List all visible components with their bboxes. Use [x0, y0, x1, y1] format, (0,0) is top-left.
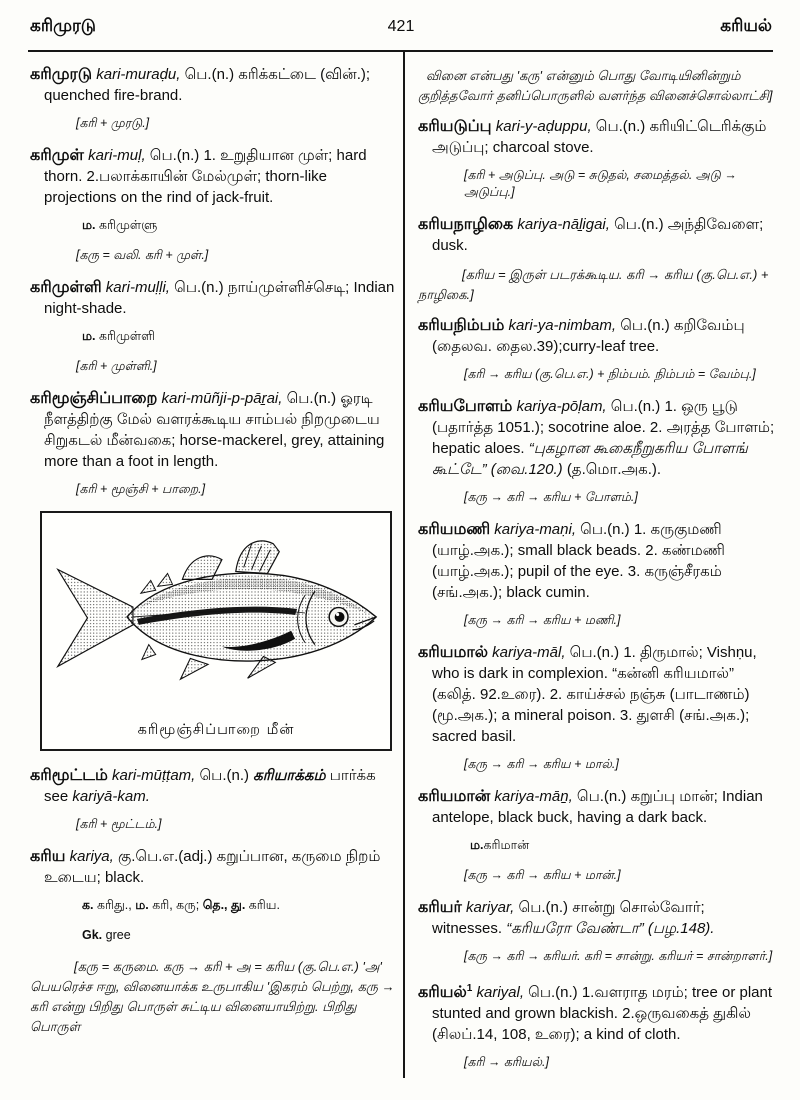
text-run-bd: ம. — [82, 329, 100, 343]
text-run-tr: kari-mūṭṭam, — [107, 767, 200, 784]
cognate-note — [82, 217, 396, 234]
text-run-b: பெ.(n.) சான்று சொல்வோர்; witnesses. — [432, 899, 705, 937]
text-columns — [30, 64, 776, 1084]
text-run-hw: கரியர் — [418, 899, 462, 916]
fish-illustration — [42, 517, 390, 709]
etymology-note: [கரு → கரி → கரியர். கரி = சான்று. கரியர் = சான்றாளர்.] — [464, 949, 773, 963]
text-run-b: பெ.(n.) கரியிட்டெரிக்கும் அடுப்பு; charcoal stove. — [432, 118, 767, 156]
dictionary-entry — [30, 388, 396, 472]
text-run-bd: தெ., து. — [202, 898, 249, 912]
text-run-b: கரிமான் — [483, 838, 530, 852]
text-run-bi: கரியாக்கம் — [253, 767, 326, 784]
dictionary-entry — [30, 64, 396, 106]
dictionary-entry — [30, 846, 396, 888]
etymology-paragraph: [கரு = கருமை. கரு → கரி + அ = கரிய (கு.பெ.எ.) 'அ' பெயரெச்ச ஈறு, வினையாக்க உருபாகிய 'இகரம் பெற்று, கரு → கரி என்று பிறிது பொருள் சுட்டிய வினையாயிற்று. பிறிது பொருள் — [30, 959, 395, 1034]
left-column — [30, 64, 396, 1084]
page-number: 421 — [387, 18, 415, 35]
figure-caption: கரிமூஞ்சிப்பாறை மீன் — [137, 722, 295, 738]
etymology-note: [கரி + மூஞ்சி + பாறை.] — [76, 482, 206, 496]
text-run-b: (த.மொ.அக.). — [566, 461, 662, 478]
text-run-b: gree — [105, 928, 131, 942]
text-run-i: “புகழான கூகைநீறுகரிய போளங் கூட்டே” (வை.120.) — [432, 440, 748, 478]
text-run-i: “கரியரோ வேண்டா” (பழ.148). — [506, 920, 715, 937]
etymology-note: [கரு = வலி. கரி + முள்.] — [76, 248, 209, 262]
text-run-tr: kari-ya-nimbam, — [504, 317, 621, 334]
right-column — [418, 64, 776, 1084]
text-run-b: பெ.(n.) 1. கருகுமணி (யாழ்.அக.); small black beads. 2. கண்மணி (யாழ்.அக.); pupil of the eye. 3. கருஞ்சீரகம் (சங்.அக.); black cumin. — [432, 521, 725, 601]
etymology-note: [கரி + அடுப்பு. அடு = சுடுதல், சமைத்தல். அடு → அடுப்பு.] — [464, 168, 737, 199]
text-run-hw: கரியமணி — [418, 521, 491, 538]
guide-word-left: கரிமுரடு — [30, 16, 96, 35]
dictionary-entry — [418, 978, 776, 1045]
text-run-b: பெ.(n.) ஓரடி நீளத்திற்கு மேல் வளரக்கூடிய சாம்பல் நிறமுடைய சிறுகடல் மீன்வகை; horse-mackerel, grey, attaining more than a foot in length. — [44, 390, 385, 470]
text-run-b: பெ.(n.) 1. ஒரு பூடு (பதார்த்த 1051.); socotrine aloe. 2. அரத்த போளம்; hepatic aloes. — [432, 398, 775, 457]
text-run-tr: kariya, — [65, 848, 118, 865]
text-run-hw: கரியநாழிகை — [418, 216, 514, 233]
text-run-tr: kariya-pōḷam, — [512, 398, 611, 415]
text-run-b: பெ.(n.) கறுப்பு மான்; Indian antelope, black buck, having a dark back. — [432, 788, 763, 826]
text-run-sup: 1 — [466, 983, 473, 994]
text-run-b: பெ.(n.) — [199, 767, 254, 784]
dictionary-entry — [30, 145, 396, 208]
text-run-i: kariyā-kam. — [72, 788, 150, 805]
text-run-tr: kariya-nāḻigai, — [513, 216, 615, 233]
text-run-b: பெ.(n.) 1. திருமால்; Vishṇu, who is dark in complexion. “கன்னி கரியமால்” (கலித். 92.உரை). 2. காய்ச்சல் நஞ்சு (பாடாணம்) (மூ.அக.); a mineral poison. 3. துளசி (சங்.அக.); sacred basil. — [432, 644, 757, 745]
cognate-note — [82, 328, 396, 345]
text-run-b: கரிமுள்ளு — [99, 218, 158, 232]
text-run-b: பெ.(n.) கரிக்கட்டை (வின்.); quenched fire-brand. — [44, 66, 371, 104]
cognate-note — [82, 897, 396, 914]
text-run-tr: kariya-maṇi, — [490, 521, 581, 538]
text-run-hw: கரியமான் — [418, 788, 491, 805]
text-run-tr: kariya-māl, — [487, 644, 570, 661]
text-run-b: பெ.(n.) 1. உறுதியான முள்; hard thorn. 2.பலாக்காயின் மேல்முள்; thorn-like projections on the rind of jack-fruit. — [44, 147, 367, 206]
text-run-hw: கரிமூஞ்சிப்பாறை — [30, 390, 158, 407]
text-run-tr: kari-muḷ, — [83, 147, 150, 164]
dictionary-entry — [418, 396, 776, 480]
etymology-note: [கரு → கரி → கரிய + மால்.] — [464, 757, 619, 771]
text-run-hw: கரியமால் — [418, 644, 488, 661]
dictionary-entry — [418, 786, 776, 828]
text-run-hw: கரிமுள் — [30, 147, 84, 164]
dictionary-entry — [418, 116, 776, 158]
text-run-b: பெ.(n.) 1.வளராத மரம்; tree or plant stunted and grown blackish. 2.ஒருவகைத் துகில் (சிலப்.14, 108, உரை); a kind of cloth. — [432, 984, 773, 1043]
etymology-note: [கரு → கரி → கரிய + போளம்.] — [464, 490, 638, 504]
text-run-b: கரி, கரு; — [152, 898, 203, 912]
fish-figure — [40, 511, 392, 751]
cognate-note — [82, 927, 396, 944]
etymology-note: [கரு → கரி → கரிய + மான்.] — [464, 868, 621, 882]
dictionary-entry — [418, 315, 776, 357]
text-run-hw: கரியல் — [418, 984, 467, 1001]
etymology-note: [கரி → கரிய (கு.பெ.எ.) + நிம்பம். நிம்பம் = வேம்பு.] — [464, 367, 756, 381]
text-run-hw: கரியபோளம் — [418, 398, 513, 415]
text-run-tr: kariya-māṉ, — [490, 788, 577, 805]
dictionary-entry — [30, 765, 396, 807]
text-run-b: பெ.(n.) அந்திவேளை; dusk. — [432, 216, 764, 254]
etymology-note: [கரி + முரடு.] — [76, 116, 150, 130]
text-run-tr: kari-y-aḍuppu, — [491, 118, 596, 135]
etymology-note: [கரு → கரி → கரிய + மணி.] — [464, 613, 621, 627]
text-run-tr: kari-muraḍu, — [92, 66, 185, 83]
page-header — [30, 16, 772, 38]
dictionary-entry — [418, 519, 776, 603]
dictionary-entry — [418, 642, 776, 747]
text-run-hw: கரியநிம்பம் — [418, 317, 505, 334]
etymology-note: [கரி → கரியல்.] — [464, 1055, 549, 1069]
dictionary-entry — [418, 897, 776, 939]
cognate-note — [470, 837, 776, 854]
continuation-paragraph: வினை என்பது 'கரு' என்னும் பொது வோடியினின்றும் குறித்தவோர் தனிப்பொருளில் வளர்ந்த வினைச்சொல்லாட்சி] — [418, 68, 773, 103]
dictionary-entry — [30, 277, 396, 319]
dictionary-entry — [418, 214, 776, 256]
text-run-b: பார்க்க see — [44, 767, 376, 805]
text-run-b: பெ.(n.) கறிவேம்பு (தைலவ. தைல.39);curry-leaf tree. — [432, 317, 745, 355]
text-run-b: கரிது., — [96, 898, 136, 912]
text-run-b: கு.பெ.எ.(adj.) கறுப்பான, கருமை நிறம் உடைய; black. — [44, 848, 381, 886]
text-run-b: கரிய. — [248, 898, 280, 912]
text-run-b: கரிமுள்ளி — [99, 329, 155, 343]
text-run-hw: கரிமுள்ளி — [30, 279, 102, 296]
etymology-note: [கரி + முள்ளி.] — [76, 359, 157, 373]
text-run-tr: kari-muḷḷi, — [101, 279, 175, 296]
text-run-tr: kariyal, — [472, 984, 529, 1001]
text-run-bd: க. — [82, 898, 97, 912]
guide-word-right: கரியல் — [720, 16, 773, 35]
text-run-bd: Gk. — [82, 928, 106, 942]
text-run-bd: ம. — [82, 218, 100, 232]
text-run-bd: ம. — [135, 898, 153, 912]
etymology-paragraph: [கரிய = இருள் படரக்கூடிய. கரி → கரிய (கு.பெ.எ.) + நாழிகை.] — [418, 267, 769, 302]
text-run-bd: ம. — [470, 838, 484, 852]
header-rule — [28, 50, 773, 52]
text-run-b: பெ.(n.) நாய்முள்ளிச்செடி; Indian night-shade. — [44, 279, 395, 317]
text-run-hw: கரிய — [30, 848, 66, 865]
etymology-note: [கரி + மூட்டம்.] — [76, 817, 162, 831]
text-run-hw: கரிமுரடு — [30, 66, 93, 83]
text-run-hw: கரிமூட்டம் — [30, 767, 108, 784]
text-run-tr: kariyar, — [461, 899, 519, 916]
text-run-tr: kari-mūñji-p-pāṟai, — [157, 390, 287, 407]
text-run-hw: கரியடுப்பு — [418, 118, 492, 135]
